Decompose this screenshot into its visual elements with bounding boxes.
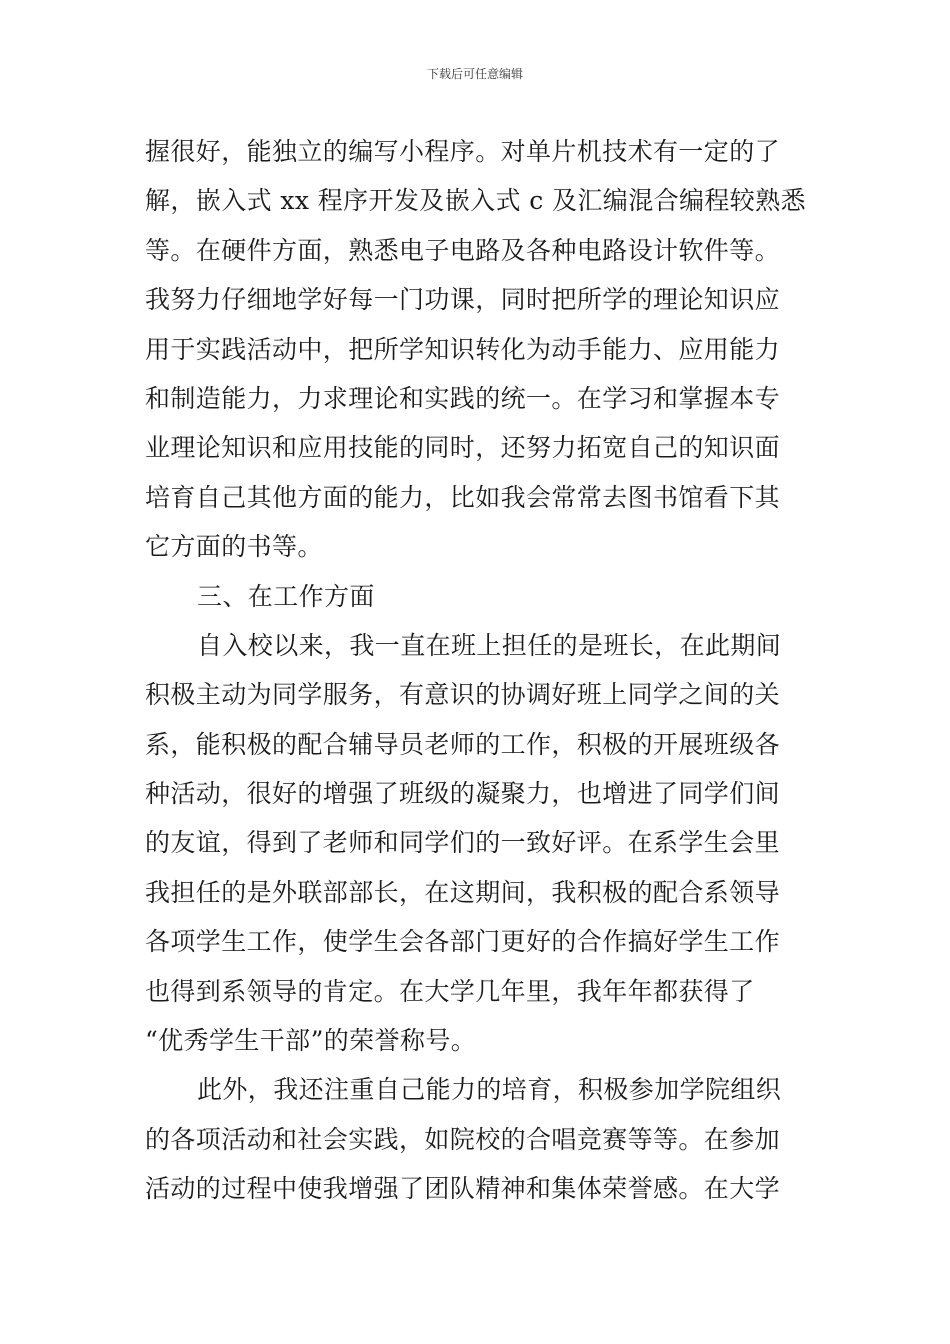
body-line: 用于实践活动中，把所学知识转化为动手能力、应用能力 (145, 334, 781, 364)
body-line: 培育自己其他方面的能力，比如我会常常去图书馆看下其 (145, 482, 781, 512)
body-line: 和制造能力，力求理论和实践的统一。在学习和掌握本专 (145, 383, 781, 413)
body-line: 积极主动为同学服务，有意识的协调好班上同学之间的关 (145, 680, 781, 710)
body-line: 的友谊，得到了老师和同学们的一致好评。在系学生会里 (145, 828, 781, 858)
page-header: 下载后可任意编辑 (426, 67, 523, 81)
body-line: 也得到系领导的肯定。在大学几年里，我年年都获得了 (145, 976, 755, 1006)
body-line: “优秀学生干部”的荣誉称号。 (145, 1026, 477, 1056)
body-line: 种活动，很好的增强了班级的凝聚力，也增进了同学们间 (145, 779, 781, 809)
body-line: 活动的过程中使我增强了团队精神和集体荣誉感。在大学 (145, 1174, 781, 1204)
body-line: 我努力仔细地学好每一门功课，同时把所学的理论知识应 (145, 285, 781, 315)
body-line: 等。在硬件方面，熟悉电子电路及各种电路设计软件等。 (145, 235, 781, 265)
body-line: 我担任的是外联部部长，在这期间，我积极的配合系领导 (145, 877, 781, 907)
body-line: 业理论知识和应用技能的同时，还努力拓宽自己的知识面 (145, 433, 781, 463)
body-line: 解，嵌入式 xx 程序开发及嵌入式 c 及汇编混合编程较熟悉 (145, 186, 806, 216)
body-line: 各项学生工作，使学生会各部门更好的合作搞好学生工作 (145, 927, 781, 957)
body-line: 的各项活动和社会实践，如院校的合唱竞赛等等。在参加 (145, 1124, 781, 1154)
section-heading: 三、在工作方面 (197, 581, 375, 611)
body-line: 系，能积极的配合辅导员老师的工作，积极的开展班级各 (145, 729, 781, 759)
body-line: 它方面的书等。 (145, 532, 323, 562)
body-line: 此外，我还注重自己能力的培育，积极参加学院组织 (197, 1075, 782, 1105)
body-line: 握很好，能独立的编写小程序。对单片机技术有一定的了 (145, 137, 781, 166)
body-line: 自入校以来，我一直在班上担任的是班长，在此期间 (197, 630, 782, 660)
document-body (145, 127, 810, 1214)
